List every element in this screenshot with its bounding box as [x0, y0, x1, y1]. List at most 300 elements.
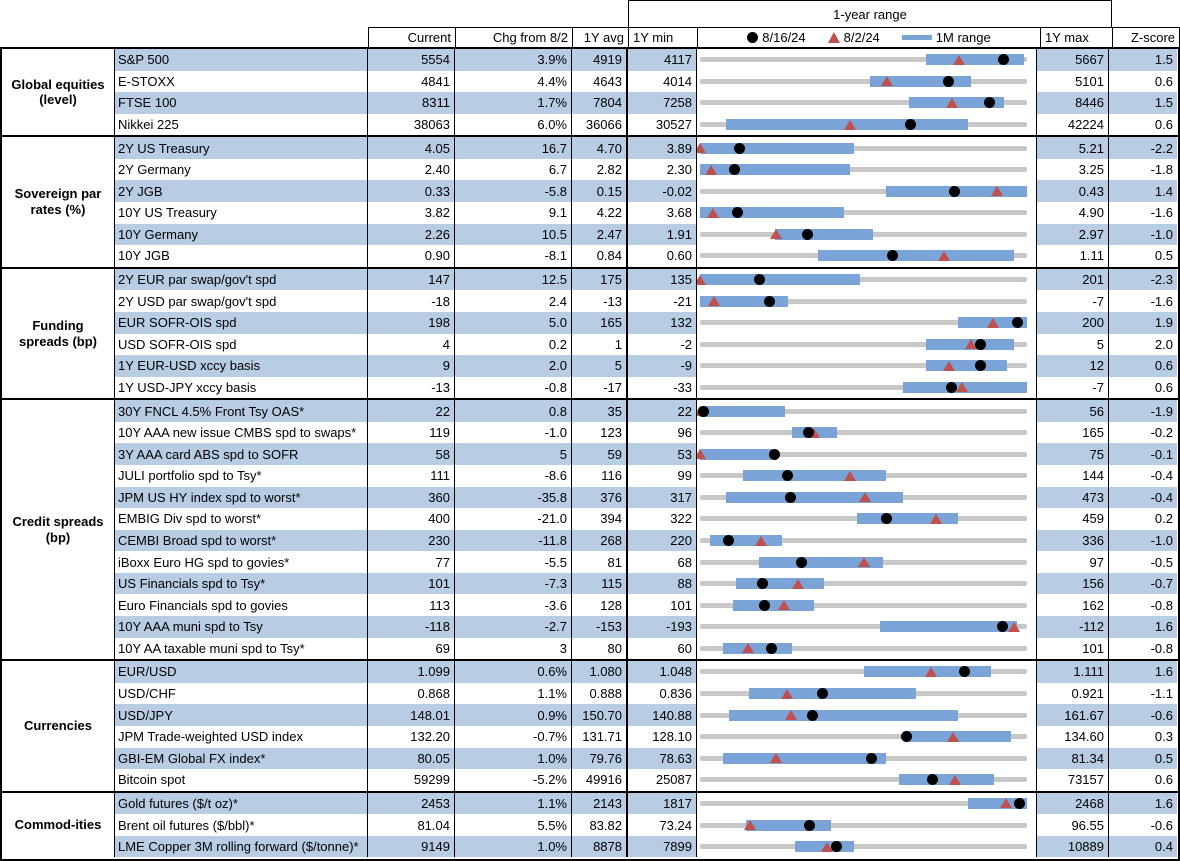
zscore-value: -0.1 — [1109, 443, 1177, 465]
range-chart — [697, 661, 1037, 683]
marker-8-2-24 — [987, 318, 999, 328]
col-header-1y-max: 1Y max — [1040, 27, 1113, 48]
current-value: 58 — [368, 443, 455, 465]
min-value: 25087 — [628, 769, 697, 791]
row-label: 10Y AA taxable muni spd to Tsy* — [115, 638, 368, 660]
col-header-chg: Chg from 8/2 — [455, 27, 573, 48]
current-value: -18 — [368, 290, 455, 312]
one-month-range-bar — [775, 229, 873, 240]
avg-value: 376 — [572, 487, 628, 509]
zscore-value: -0.2 — [1150, 425, 1173, 441]
max-value: -112 — [1037, 616, 1109, 638]
zscore-value: 1.5 — [1109, 92, 1177, 114]
marker-8-16-24 — [723, 535, 734, 546]
legend-item-8-2-24 — [828, 30, 880, 45]
marker-8-16-24 — [754, 274, 765, 285]
row-label: FTSE 100 — [115, 92, 368, 114]
marker-8-16-24 — [796, 557, 807, 568]
min-value: 3.68 — [628, 202, 697, 224]
range-chart — [697, 748, 1037, 770]
zscore-value: -1.6 — [1150, 205, 1173, 221]
range-chart — [697, 508, 1037, 530]
range-chart — [697, 769, 1037, 791]
chg-value: -8.6 — [455, 465, 572, 487]
current-value: 0.33 — [368, 180, 455, 202]
zscore-value: -0.8 — [1150, 640, 1173, 656]
chg-value: 1.7% — [455, 92, 572, 114]
current-value: 119 — [368, 422, 455, 444]
range-chart — [697, 159, 1037, 181]
group-label: Funding spreads (bp) — [2, 269, 115, 398]
zscore-value: 1.9 — [1109, 312, 1177, 334]
range-chart — [697, 793, 1037, 815]
marker-8-2-24 — [778, 600, 790, 610]
row-label: JPM Trade-weighted USD index — [115, 726, 368, 748]
chg-value: 6.0% — [455, 114, 572, 136]
min-value: -193 — [628, 616, 697, 638]
marker-8-2-24 — [1000, 798, 1012, 808]
marker-8-2-24 — [785, 710, 797, 720]
chg-value: -5.5 — [455, 551, 572, 573]
max-value: 96.55 — [1037, 814, 1109, 836]
avg-value: -17 — [572, 377, 628, 399]
group-label: Credit spreads (bp) — [2, 400, 115, 659]
min-value: 140.88 — [628, 704, 697, 726]
max-value: 200 — [1037, 312, 1109, 334]
range-chart — [697, 400, 1037, 422]
row-group — [2, 661, 1178, 792]
range-chart — [697, 180, 1037, 202]
marker-8-16-24 — [804, 820, 815, 831]
current-value: 4.05 — [368, 137, 455, 159]
max-value: -7 — [1037, 377, 1109, 399]
range-title: 1-year range — [628, 0, 1112, 28]
current-value: 59299 — [368, 769, 455, 791]
max-value: 5101 — [1037, 71, 1109, 93]
marker-8-2-24 — [859, 492, 871, 502]
row-group — [2, 400, 1178, 661]
max-value: 0.921 — [1037, 683, 1109, 705]
marker-8-2-24 — [708, 296, 720, 306]
min-value: 53 — [628, 443, 697, 465]
min-value: 220 — [628, 530, 697, 552]
max-value: 56 — [1037, 400, 1109, 422]
avg-value: 80 — [572, 638, 628, 660]
current-value: 2453 — [368, 793, 455, 815]
max-value: 162 — [1037, 594, 1109, 616]
row-label: USD/JPY — [115, 704, 368, 726]
marker-8-16-24 — [785, 492, 796, 503]
current-value: 4841 — [368, 71, 455, 93]
marker-8-16-24 — [698, 406, 709, 417]
range-chart — [697, 638, 1037, 660]
max-value: 165 — [1037, 422, 1109, 444]
chg-value: 2.4 — [455, 290, 572, 312]
current-value: 400 — [368, 508, 455, 530]
chg-value: 9.1 — [455, 202, 572, 224]
row-label: LME Copper 3M rolling forward ($/tonne)* — [115, 836, 368, 858]
avg-value: 4.22 — [572, 202, 628, 224]
table-body — [0, 47, 1180, 861]
avg-value: 79.76 — [572, 748, 628, 770]
min-value: -9 — [628, 355, 697, 377]
marker-8-16-24 — [807, 710, 818, 721]
row-label: Gold futures ($/t oz)* — [115, 793, 368, 815]
row-label: 10Y AAA new issue CMBS spd to swaps* — [115, 422, 368, 444]
row-label: 1Y EUR-USD xccy basis — [115, 355, 368, 377]
max-value: 336 — [1037, 530, 1109, 552]
one-month-range-bar — [736, 578, 824, 589]
max-value: 42224 — [1037, 114, 1109, 136]
zscore-value: 0.3 — [1154, 729, 1173, 745]
current-value: 4 — [368, 334, 455, 356]
current-value: 147 — [368, 269, 455, 291]
marker-8-2-24 — [881, 76, 893, 86]
chg-value: 1.0% — [455, 748, 572, 770]
one-month-range-bar — [700, 406, 785, 417]
min-value: 1817 — [628, 793, 697, 815]
group-label: Currencies — [2, 661, 115, 790]
zscore-value: 0.5 — [1154, 248, 1173, 264]
current-value: 69 — [368, 638, 455, 660]
dot-marker-icon — [747, 32, 758, 43]
one-month-range-bar — [723, 753, 887, 764]
row-label: 3Y AAA card ABS spd to SOFR — [115, 443, 368, 465]
current-value: 80.05 — [368, 748, 455, 770]
max-value: 2468 — [1037, 793, 1109, 815]
marker-8-2-24 — [925, 667, 937, 677]
row-label: 2Y USD par swap/gov't spd — [115, 290, 368, 312]
min-value: 88 — [628, 573, 697, 595]
avg-value: 394 — [572, 508, 628, 530]
one-month-range-bar — [700, 164, 850, 175]
range-chart — [697, 465, 1037, 487]
marker-8-16-24 — [949, 186, 960, 197]
marker-8-2-24 — [705, 165, 717, 175]
zscore-value: -1.6 — [1150, 293, 1173, 309]
zscore-value: 2.0 — [1154, 336, 1173, 352]
min-value: 1.048 — [628, 661, 697, 683]
max-value: 5 — [1037, 334, 1109, 356]
current-value: 8311 — [368, 92, 455, 114]
chg-value: 1.1% — [455, 683, 572, 705]
range-chart — [697, 269, 1037, 291]
zscore-value: -0.7 — [1109, 573, 1177, 595]
min-value: 0.60 — [628, 245, 697, 267]
zscore-value: 0.6 — [1154, 73, 1173, 89]
min-value: 96 — [628, 422, 697, 444]
one-month-range-bar — [899, 774, 994, 785]
marker-8-2-24 — [943, 361, 955, 371]
marker-8-2-24 — [1008, 622, 1020, 632]
min-value: 73.24 — [628, 814, 697, 836]
one-month-range-bar — [726, 492, 903, 503]
min-value: -21 — [628, 290, 697, 312]
zscore-value: 0.6 — [1154, 117, 1173, 133]
range-chart — [697, 551, 1037, 573]
range-chart — [697, 704, 1037, 726]
avg-value: -13 — [572, 290, 628, 312]
row-label: 2Y Germany — [115, 159, 368, 181]
one-month-range-bar — [926, 360, 1008, 371]
row-label: USD/CHF — [115, 683, 368, 705]
marker-8-2-24 — [949, 775, 961, 785]
zscore-value: -0.5 — [1150, 554, 1173, 570]
avg-value: 35 — [572, 400, 628, 422]
max-value: 4.90 — [1037, 202, 1109, 224]
row-label: CEMBI Broad spd to worst* — [115, 530, 368, 552]
min-value: 99 — [628, 465, 697, 487]
chg-value: 2.0 — [455, 355, 572, 377]
row-label: 2Y US Treasury — [115, 137, 368, 159]
marker-8-16-24 — [729, 164, 740, 175]
min-value: 7258 — [628, 92, 697, 114]
row-label: EUR/USD — [115, 661, 368, 683]
range-chart — [697, 530, 1037, 552]
range-chart — [697, 422, 1037, 444]
current-value: 148.01 — [368, 704, 455, 726]
zscore-value: -0.6 — [1109, 704, 1177, 726]
current-value: 132.20 — [368, 726, 455, 748]
marker-8-2-24 — [697, 275, 706, 285]
marker-8-16-24 — [782, 470, 793, 481]
row-label: EUR SOFR-OIS spd — [115, 312, 368, 334]
one-month-range-bar — [700, 207, 844, 218]
zscore-value: -1.8 — [1150, 162, 1173, 178]
max-value: 73157 — [1037, 769, 1109, 791]
range-chart — [697, 290, 1037, 312]
row-label: EMBIG Div spd to worst* — [115, 508, 368, 530]
max-value: 201 — [1037, 269, 1109, 291]
marker-8-2-24 — [956, 382, 968, 392]
row-label: USD SOFR-OIS spd — [115, 334, 368, 356]
chg-value: -35.8 — [455, 487, 572, 509]
row-group — [2, 137, 1178, 268]
min-value: -0.02 — [628, 180, 697, 202]
marker-8-2-24 — [991, 186, 1003, 196]
chg-value: 10.5 — [455, 224, 572, 246]
row-label: GBI-EM Global FX index* — [115, 748, 368, 770]
current-value: 2.40 — [368, 159, 455, 181]
range-chart — [697, 137, 1037, 159]
range-chart — [697, 594, 1037, 616]
avg-value: 5 — [572, 355, 628, 377]
marker-8-16-24 — [901, 731, 912, 742]
marker-8-16-24 — [1014, 798, 1025, 809]
avg-value: 36066 — [572, 114, 628, 136]
avg-value: -153 — [572, 616, 628, 638]
max-value: 156 — [1037, 573, 1109, 595]
chg-value: -3.6 — [455, 594, 572, 616]
min-value: -2 — [628, 334, 697, 356]
marker-8-2-24 — [697, 143, 706, 153]
marker-8-16-24 — [998, 54, 1009, 65]
zscore-value: -1.0 — [1109, 530, 1177, 552]
marker-8-16-24 — [769, 449, 780, 460]
avg-value: 128 — [572, 594, 628, 616]
max-value: 0.43 — [1037, 180, 1109, 202]
marker-8-2-24 — [697, 449, 706, 459]
min-value: 68 — [628, 551, 697, 573]
current-value: 198 — [368, 312, 455, 334]
avg-value: 81 — [572, 551, 628, 573]
max-value: 101 — [1037, 638, 1109, 660]
zscore-value: -2.3 — [1109, 269, 1177, 291]
chg-value: 5.0 — [455, 312, 572, 334]
chg-value: 6.7 — [455, 159, 572, 181]
avg-value: 175 — [572, 269, 628, 291]
marker-8-2-24 — [947, 732, 959, 742]
zscore-value: 0.5 — [1109, 748, 1177, 770]
row-label: 1Y USD-JPY xccy basis — [115, 377, 368, 399]
legend-label: 8/2/24 — [843, 30, 880, 45]
marker-8-2-24 — [770, 229, 782, 239]
current-value: 22 — [368, 400, 455, 422]
avg-value: 7804 — [572, 92, 628, 114]
avg-value: 59 — [572, 443, 628, 465]
current-value: 1.099 — [368, 661, 455, 683]
zscore-value: 0.4 — [1109, 836, 1177, 858]
group-label: Sovereign par rates (%) — [2, 137, 115, 266]
row-label: iBoxx Euro HG spd to govies* — [115, 551, 368, 573]
min-value: 3.89 — [628, 137, 697, 159]
range-chart — [697, 616, 1037, 638]
avg-value: 2143 — [572, 793, 628, 815]
col-header-1y-min: 1Y min — [628, 27, 698, 48]
chg-value: 16.7 — [455, 137, 572, 159]
marker-8-2-24 — [792, 579, 804, 589]
current-value: 38063 — [368, 114, 455, 136]
avg-value: 165 — [572, 312, 628, 334]
current-value: 3.82 — [368, 202, 455, 224]
max-value: 5667 — [1037, 49, 1109, 71]
chg-value: 12.5 — [455, 269, 572, 291]
marker-8-2-24 — [781, 689, 793, 699]
chg-value: 5 — [455, 443, 572, 465]
zscore-value: -0.4 — [1109, 487, 1177, 509]
range-chart — [697, 355, 1037, 377]
avg-value: 116 — [572, 465, 628, 487]
zscore-value: -1.1 — [1150, 686, 1173, 702]
range-chart — [697, 71, 1037, 93]
max-value: 2.97 — [1037, 224, 1109, 246]
range-chart — [697, 836, 1037, 858]
current-value: 111 — [368, 465, 455, 487]
row-label: 10Y US Treasury — [115, 202, 368, 224]
range-chart — [697, 726, 1037, 748]
marker-8-2-24 — [930, 514, 942, 524]
min-value: 4014 — [628, 71, 697, 93]
row-group — [2, 269, 1178, 400]
chg-value: 1.1% — [455, 793, 572, 815]
year-range-track — [700, 844, 1027, 849]
row-label: US Financials spd to Tsy* — [115, 573, 368, 595]
chg-value: -0.8 — [455, 377, 572, 399]
range-chart — [697, 377, 1037, 399]
min-value: 2.30 — [628, 159, 697, 181]
chg-value: -11.8 — [455, 530, 572, 552]
chg-value: -7.3 — [455, 573, 572, 595]
current-value: 9 — [368, 355, 455, 377]
marker-8-2-24 — [858, 557, 870, 567]
range-chart — [697, 312, 1037, 334]
current-value: -118 — [368, 616, 455, 638]
current-value: 0.90 — [368, 245, 455, 267]
one-month-range-bar — [723, 643, 792, 654]
avg-value: 4643 — [572, 71, 628, 93]
chg-value: 0.8 — [455, 400, 572, 422]
avg-value: 123 — [572, 422, 628, 444]
row-label: JPM US HY index spd to worst* — [115, 487, 368, 509]
current-value: 9149 — [368, 836, 455, 858]
one-month-range-bar — [710, 535, 782, 546]
min-value: 22 — [628, 400, 697, 422]
min-value: 101 — [628, 594, 697, 616]
row-group — [2, 49, 1178, 137]
zscore-value: 1.6 — [1109, 793, 1177, 815]
one-month-range-bar — [857, 513, 958, 524]
one-month-range-bar — [700, 143, 854, 154]
marker-8-2-24 — [707, 208, 719, 218]
chg-value: 1.0% — [455, 836, 572, 858]
zscore-value: -1.9 — [1109, 400, 1177, 422]
max-value: 134.60 — [1037, 726, 1109, 748]
range-chart — [697, 49, 1037, 71]
range-chart — [697, 443, 1037, 465]
marker-8-16-24 — [866, 753, 877, 764]
max-value: 459 — [1037, 508, 1109, 530]
avg-value: 4.70 — [572, 137, 628, 159]
marker-8-16-24 — [946, 382, 957, 393]
marker-8-2-24 — [742, 643, 754, 653]
one-month-range-bar — [700, 274, 860, 285]
chg-value: -21.0 — [455, 508, 572, 530]
max-value: 144 — [1037, 465, 1109, 487]
min-value: 60 — [628, 638, 697, 660]
max-value: 5.21 — [1037, 137, 1109, 159]
marker-8-16-24 — [881, 513, 892, 524]
min-value: 78.63 — [628, 748, 697, 770]
marker-8-2-24 — [844, 471, 856, 481]
current-value: 81.04 — [368, 814, 455, 836]
avg-value: 1 — [572, 334, 628, 356]
min-value: 4117 — [628, 49, 697, 71]
legend-item-8-16-24 — [747, 30, 805, 45]
min-value: 317 — [628, 487, 697, 509]
min-value: 0.836 — [628, 683, 697, 705]
max-value: 3.25 — [1037, 159, 1109, 181]
max-value: 10889 — [1037, 836, 1109, 858]
range-chart — [697, 224, 1037, 246]
avg-value: 8878 — [572, 836, 628, 858]
row-label: 2Y EUR par swap/gov't spd — [115, 269, 368, 291]
range-chart — [697, 114, 1037, 136]
min-value: -33 — [628, 377, 697, 399]
row-label: 10Y JGB — [115, 245, 368, 267]
one-month-range-bar — [746, 820, 831, 831]
marker-8-2-24 — [755, 536, 767, 546]
legend-label: 8/16/24 — [762, 30, 806, 45]
current-value: 5554 — [368, 49, 455, 71]
group-label: Global equities (level) — [2, 49, 115, 135]
avg-value: 150.70 — [572, 704, 628, 726]
chg-value: 0.9% — [455, 704, 572, 726]
max-value: 8446 — [1037, 92, 1109, 114]
zscore-value: 0.6 — [1154, 379, 1173, 395]
legend-label: 1M range — [935, 30, 991, 45]
year-range-track — [700, 430, 1027, 435]
range-bar-icon — [902, 35, 932, 40]
